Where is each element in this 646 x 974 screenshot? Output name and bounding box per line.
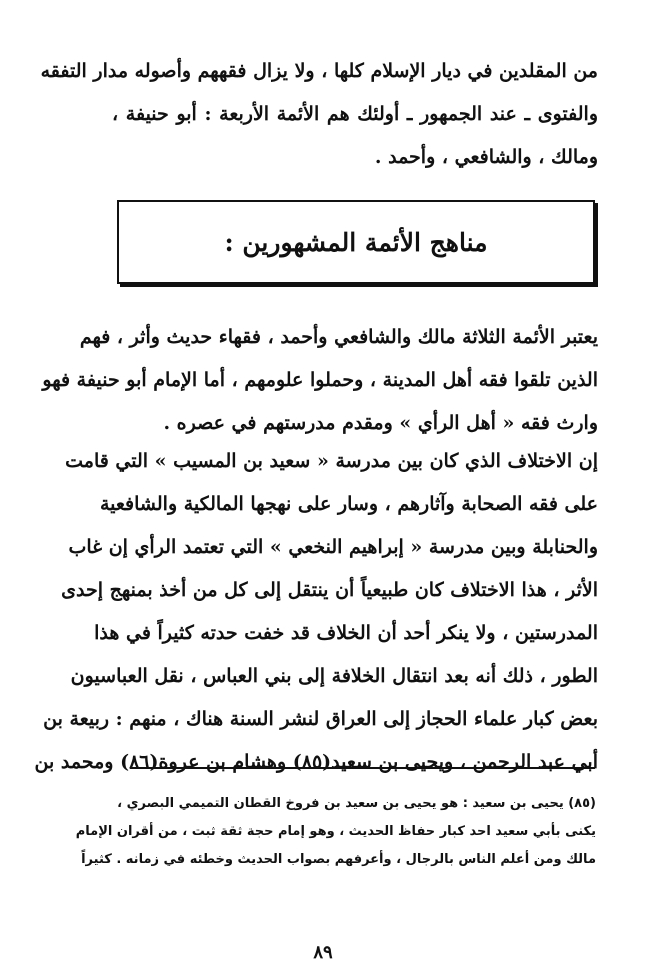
text-line: وارث فقه « أهل الرأي » ومقدم مدرستهم في عصره .	[163, 412, 598, 434]
text-line: والفتوى ـ عند الجمهور ـ أولئك هم الأئمة الأربعة : أبو حنيفة ،	[112, 103, 598, 125]
footnote-line: مالك ومن أعلم الناس بالرجال ، وأعرفهم بصواب الحديث وخطئه في زمانه . كثيراً	[81, 852, 596, 867]
section-heading-box	[117, 200, 595, 284]
footnotes	[75, 790, 596, 874]
section-heading: مناهج الأئمة المشهورين :	[224, 227, 488, 257]
paragraph-1	[42, 316, 598, 445]
text-line: إن الاختلاف الذي كان بين مدرسة « سعيد بن المسيب » التي قامت	[65, 450, 598, 472]
text-line: من المقلدين في ديار الإسلام كلها ، ولا يزال فقههم وأصوله مدار التفقه	[40, 60, 598, 82]
text-line: ومالك ، والشافعي ، وأحمد .	[374, 146, 598, 168]
text-line: الأثر ، هذا الاختلاف كان طبيعياً أن ينتقل إلى كل من أخذ بمنهج إحدى	[61, 579, 598, 601]
text-line: يعتبر الأئمة الثلاثة مالك والشافعي وأحمد ، فقهاء حديث وأثر ، فهم	[79, 326, 598, 348]
text-line: الذين تلقوا فقه أهل المدينة ، وحملوا علومهم ، أما الإمام أبو حنيفة فهو	[42, 369, 598, 391]
text-line: الطور ، ذلك أنه بعد انتقال الخلافة إلى بني العباس ، نقل العباسيون	[70, 665, 598, 687]
text-line: على فقه الصحابة وآثارهم ، وسار على نهجها المالكية والشافعية	[99, 493, 598, 515]
footnote-line: يكنى بأبي سعيد احد كبار حفاظ الحديث ، وهو إمام حجة ثقة ثبت ، من أقران الإمام	[75, 824, 596, 839]
footnote-line: (٨٥) يحيى بن سعيد : هو يحيى بن سعيد بن فروخ القطان التميمي البصري ،	[117, 796, 596, 811]
text-line: أبي عبد الرحمن ، ويحيى بن سعيد(٨٥) وهشام بن عروة(٨٦) ومحمد بن	[34, 751, 598, 773]
text-line: والحنابلة وبين مدرسة « إبراهيم النخعي » التي تعتمد الرأي إن غاب	[68, 536, 598, 558]
intro-paragraph	[40, 50, 598, 179]
text-line: المدرستين ، ولا ينكر أحد أن الخلاف قد خفت حدته كثيراً في هذا	[94, 622, 598, 644]
text-line: بعض كبار علماء الحجاز إلى العراق لنشر السنة هناك ، منهم : ربيعة بن	[43, 708, 598, 730]
paragraph-2	[34, 440, 598, 784]
page-number: ٨٩	[313, 942, 333, 963]
footnote-divider	[130, 767, 595, 769]
